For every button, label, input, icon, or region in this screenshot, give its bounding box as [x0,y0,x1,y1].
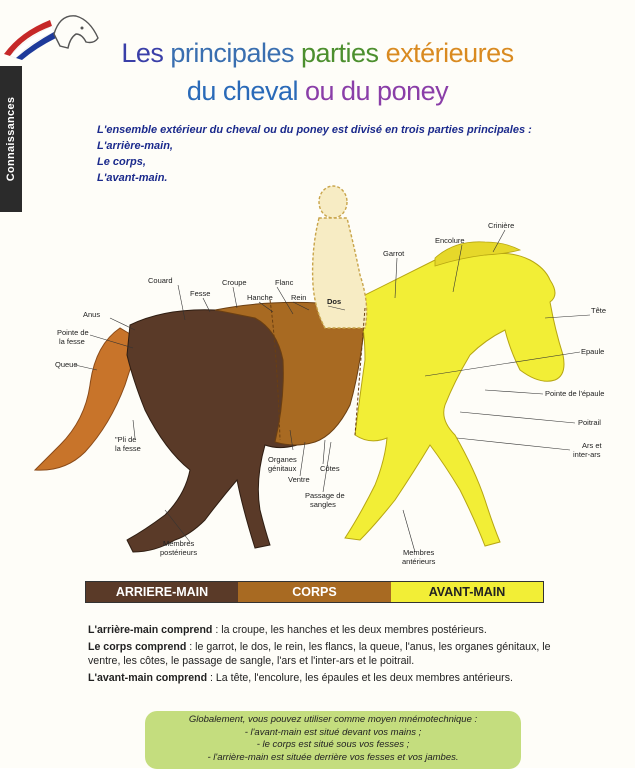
intro-text [97,122,532,186]
label-dos: Dos [327,297,342,306]
description-text: : le garrot, le dos, le rein, les flancs, la queue, l'anus, les organes génitaux, le ventre, les côtes, le passage de sangle, l'ars et l'inter-ars et le poitrail. [88,641,551,667]
mnemonic-lead: Globalement, vous pouvez utiliser comme moyen mnémotechnique : [188,714,478,725]
title-word: extérieures [385,38,514,68]
horse-parts-diagram [15,180,625,580]
legend-corps: CORPS [238,582,391,602]
label-pli-fesse: "Pli de [115,435,137,444]
label-organes: génitaux [268,464,297,473]
mnemonic-line: - l'avant-main est situé devant vos mains ; [244,726,422,738]
label-flanc: Flanc [275,278,294,287]
intro-item: Le corps, [97,156,146,168]
label-encolure: Encolure [435,236,465,245]
title-word: parties [301,38,379,68]
intro-lead: L'ensemble extérieur du cheval ou du poney est divisé en trois parties principales : [97,124,532,136]
intro-item: L'avant-main. [97,172,168,184]
section-tab-label: Connaissances [5,96,17,182]
label-pointe-fesse: la fesse [59,337,85,346]
label-criniere: Crinière [488,221,515,230]
page-title-line1 [0,38,635,69]
label-garrot: Garrot [383,249,405,258]
legend-arriere-main: ARRIERE-MAIN [86,582,238,602]
label-ars: Ars et [582,441,602,450]
title-word: principales [170,38,294,68]
intro-item: L'arrière-main, [97,140,173,152]
description-text: : La tête, l'encolure, les épaules et les deux membres antérieurs. [207,672,513,684]
description-text: : la croupe, les hanches et les deux membres postérieurs. [212,624,487,636]
description-avant-main [88,671,558,685]
label-pointe-fesse: Pointe de [57,328,89,337]
title-word: ou du poney [304,76,449,106]
label-ars: inter-ars [573,450,601,459]
mnemonic-line: - le corps est situé sous vos fesses ; [256,739,410,750]
label-tete: Tête [591,306,607,315]
label-pli-fesse: la fesse [115,444,141,453]
legend-avant-main: AVANT-MAIN [391,582,543,602]
label-rein: Rein [291,293,307,302]
description-corps [88,640,558,668]
mnemonic-line: - l'arrière-main est située derrière vos fesses et vos jambes. [207,751,459,763]
label-anus: Anus [83,310,101,319]
description-heading: Le corps comprend [88,641,187,653]
label-organes: Organes [268,455,297,464]
label-membres-posterieurs: Membres [163,539,195,548]
label-hanche: Hanche [247,293,273,302]
label-membres-anterieurs: Membres [403,548,435,557]
title-word: Les [121,38,164,68]
label-membres-anterieurs: antérieurs [402,557,436,566]
description-arriere-main [88,623,558,637]
label-membres-posterieurs: postérieurs [160,548,198,557]
label-queue: Queue [55,360,78,369]
label-ventre: Ventre [288,475,310,484]
label-fesse: Fesse [190,289,211,298]
page-title-line2 [0,76,635,107]
label-passage-sangles: sangles [310,500,336,509]
description-heading: L'avant-main comprend [88,672,208,684]
label-passage-sangles: Passage de [305,491,345,500]
parts-legend-band [85,581,544,603]
label-couard: Couard [148,276,173,285]
label-poitrail: Poitrail [578,418,601,427]
title-word: du cheval [186,76,298,106]
description-heading: L'arrière-main comprend [88,624,213,636]
label-croupe: Croupe [222,278,247,287]
label-pointe-epaule: Pointe de l'épaule [545,389,605,398]
label-cotes: Côtes [320,464,340,473]
label-epaule: Epaule [581,347,605,356]
mnemonic-box [145,711,521,769]
